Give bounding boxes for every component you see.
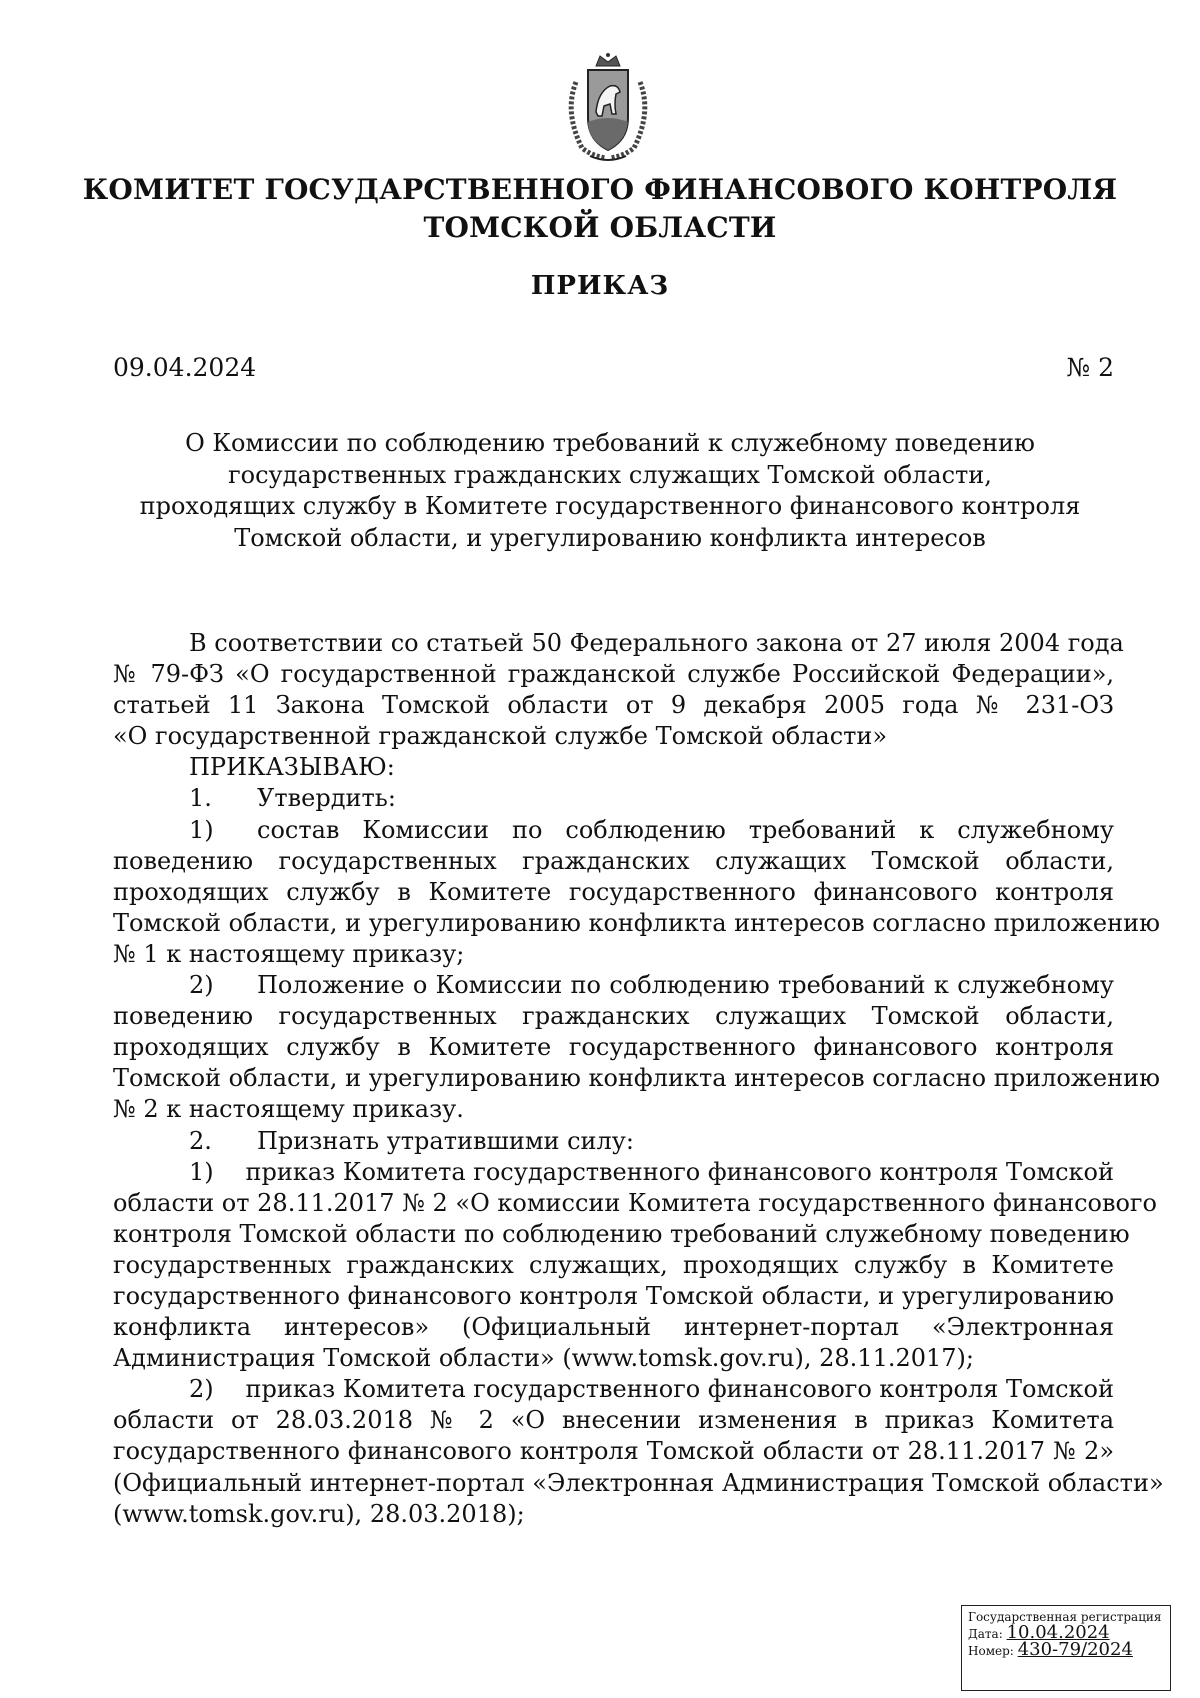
preamble-line: № 79-ФЗ «О государственной гражданской службе Российской Федерации», — [113, 660, 1114, 689]
item-text: Положение о Комиссии по соблюдению требований к служебному — [257, 971, 1114, 1000]
item-number: 1) — [189, 1157, 214, 1186]
registration-date-value: 10.04.2024 — [1006, 1622, 1110, 1643]
item-2 — [113, 1126, 1114, 1157]
paragraph-line: (Официальный интернет-портал «Электронная Администрация Томской области» — [113, 1468, 1164, 1497]
paragraph-line: поведению государственных гражданских служащих Томской области, — [113, 846, 1114, 875]
document-body — [113, 628, 1164, 1530]
paragraph-line: конфликта интересов» (Официальный интернет-портал «Электронная — [113, 1313, 1114, 1342]
item-1-2 — [113, 970, 1114, 1001]
item-text: приказ Комитета государственного финансового контроля Томской — [245, 1157, 1114, 1186]
document-number: № 2 — [1066, 353, 1114, 382]
paragraph-line: (www.tomsk.gov.ru), 28.03.2018); — [113, 1499, 525, 1528]
coat-of-arms-icon — [556, 52, 660, 164]
item-number: 1. — [189, 784, 212, 813]
organization-region: ТОМСКОЙ ОБЛАСТИ — [423, 211, 777, 244]
registration-date-label: Дата: — [968, 1627, 1003, 1641]
paragraph-line: государственного финансового контроля Томской области от 28.11.2017 № 2» — [113, 1437, 1114, 1466]
subject-line: государственных гражданских служащих Томской области, — [228, 460, 992, 489]
subject-line: проходящих службу в Комитете государственного финансового контроля — [139, 492, 1081, 520]
paragraph-line: проходящих службу в Комитете государственного финансового контроля — [113, 1033, 1114, 1062]
preamble-line: В соответствии со статьей 50 Федерального закона от 27 июля 2004 года — [189, 629, 1124, 657]
registration-number-value: 430-79/2024 — [1017, 1639, 1133, 1660]
item-number: 2) — [189, 1375, 214, 1404]
registration-stamp — [961, 1605, 1171, 1691]
paragraph-line: области от 28.11.2017 № 2 «О комиссии Комитета государственного финансового — [113, 1188, 1157, 1217]
paragraph-line: № 1 к настоящему приказу; — [113, 939, 465, 968]
item-1 — [113, 783, 1114, 814]
preamble-line: «О государственной гражданской службе Томской области» — [113, 722, 888, 751]
paragraph-line: поведению государственных гражданских служащих Томской области, — [113, 1002, 1114, 1031]
document-type: ПРИКАЗ — [530, 271, 670, 301]
item-number: 2. — [189, 1126, 212, 1155]
item-1-1 — [113, 815, 1114, 846]
paragraph-line: государственных гражданских служащих, проходящих службу в Комитете — [113, 1250, 1114, 1279]
organization-name: КОМИТЕТ ГОСУДАРСТВЕННОГО ФИНАНСОВОГО КОНТРОЛЯ — [82, 173, 1118, 206]
subject-line: Томской области, и урегулированию конфликта интересов — [234, 523, 986, 552]
registration-number-row — [968, 1639, 1164, 1660]
item-text: Утвердить: — [257, 784, 396, 813]
paragraph-line: Администрация Томской области» (www.tomsk.gov.ru), 28.11.2017); — [113, 1344, 974, 1373]
item-text: Признать утратившими силу: — [257, 1126, 635, 1155]
document-subject — [120, 428, 1100, 554]
item-number: 2) — [189, 971, 214, 1000]
item-text: состав Комиссии по соблюдению требований к служебному — [257, 815, 1114, 844]
document-date: 09.04.2024 — [113, 353, 257, 382]
item-2-1 — [113, 1157, 1114, 1188]
paragraph-line: Томской области, и урегулированию конфликта интересов согласно приложению — [113, 908, 1160, 937]
paragraph-line: Томской области, и урегулированию конфликта интересов согласно приложению — [113, 1064, 1160, 1093]
order-word: ПРИКАЗЫВАЮ: — [189, 753, 395, 782]
registration-title: Государственная регистрация — [968, 1610, 1162, 1624]
paragraph-line: контроля Томской области по соблюдению требований служебному поведению — [113, 1219, 1130, 1248]
preamble-line: статьей 11 Закона Томской области от 9 декабря 2005 года № 231-ОЗ — [113, 691, 1114, 720]
paragraph-line: области от 28.03.2018 № 2 «О внесении изменения в приказ Комитета — [113, 1406, 1114, 1435]
item-number: 1) — [189, 815, 214, 844]
subject-line: О Комиссии по соблюдению требований к служебному поведению — [185, 429, 1035, 457]
paragraph-line: государственного финансового контроля Томской области, и урегулированию — [113, 1281, 1114, 1310]
paragraph-line: № 2 к настоящему приказу. — [113, 1095, 464, 1124]
item-text: приказ Комитета государственного финансового контроля Томской — [245, 1375, 1114, 1404]
item-2-2 — [113, 1374, 1114, 1405]
paragraph-line: проходящих службу в Комитете государственного финансового контроля — [113, 877, 1114, 906]
registration-number-label: Номер: — [968, 1644, 1014, 1658]
